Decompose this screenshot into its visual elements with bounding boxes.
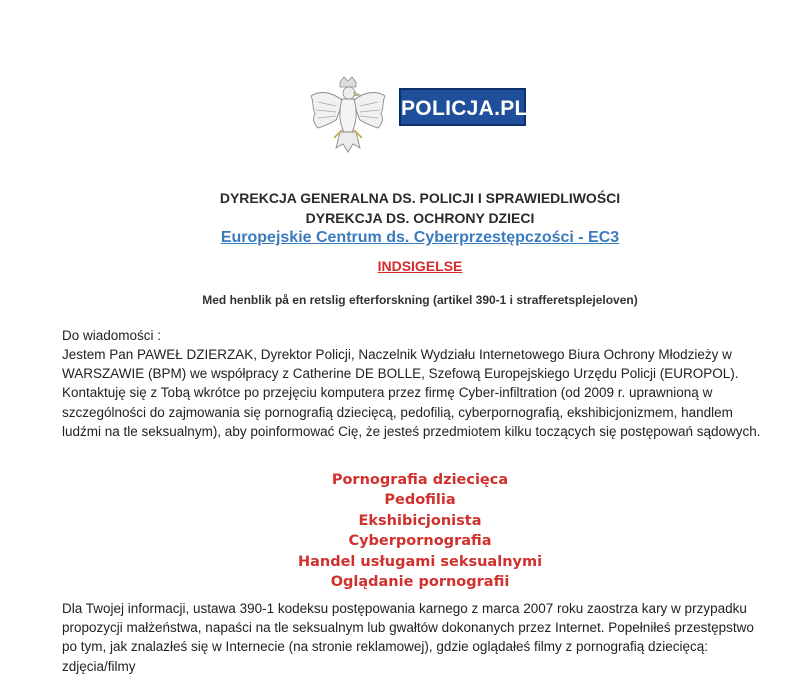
policja-logo-badge: POLICJA.PL xyxy=(399,88,526,126)
greeting-line: Do wiadomości : xyxy=(62,328,162,343)
intro-paragraph: Jestem Pan PAWEŁ DZIERZAK, Dyrektor Policji, Naczelnik Wydziału Internetowego Biura Ochrony Młodzieży w WARSZAWIE (BPM) we współpracy z Catherine DE BOLLE, Szefową Europejskiego Urzędu Policji (EUROPOL). Kontaktuję się z Tobą wkrótce po przejęciu komputera przez firmę Cyber-infiltration (od 2009 r. uprawnioną w szczególności do zajmowania się pornografią dziecięcą, pedofilią, cyberpornografią, ekshibicjonizmem, handlem ludźmi na tle seksualnym), aby poinformować Cię, że jesteś przedmiotem kilku toczących się postępowań sądowych. xyxy=(62,347,761,439)
directorate-general-heading: DYREKCJA GENERALNA DS. POLICJI I SPRAWIEDLIWOŚCI xyxy=(219,190,621,206)
law-paragraph: Dla Twojej informacji, ustawa 390-1 kodeksu postępowania karnego z marca 2007 roku zaostrza kary w przypadku propozycji małżeństwa, napaści na tle seksualnym lub gwałtów dokonanych przez Internet. Popełniłeś przestępstwo po tym, jak znalazłeś się w Internecie (na stronie reklamowej), gdzie oglądałeś filmy z pornografią dziecięcą: zdjęcia/filmy xyxy=(62,601,754,674)
polish-white-eagle-emblem-icon xyxy=(306,76,390,160)
offense-item: Pedofilia xyxy=(384,492,456,509)
offense-item: Ekshibicjonista xyxy=(358,512,482,529)
child-protection-heading: DYREKCJA DS. OCHRONY DZIECI xyxy=(305,210,535,226)
offense-item: Oglądanie pornografii xyxy=(330,574,510,591)
legal-subtitle: Med henblik på en retslig efterforskning (artikel 390-1 i strafferetsplejeloven) xyxy=(202,293,638,307)
offense-item: Cyberpornografia xyxy=(348,533,492,550)
ec3-link-heading[interactable]: Europejskie Centrum ds. Cyberprzestępczości - EC3 xyxy=(220,229,620,246)
offense-item: Pornografia dziecięca xyxy=(331,472,509,488)
indsigelse-title: INDSIGELSE xyxy=(377,258,463,274)
offense-list xyxy=(0,470,800,592)
offense-item: Handel usługami seksualnymi xyxy=(297,553,543,570)
